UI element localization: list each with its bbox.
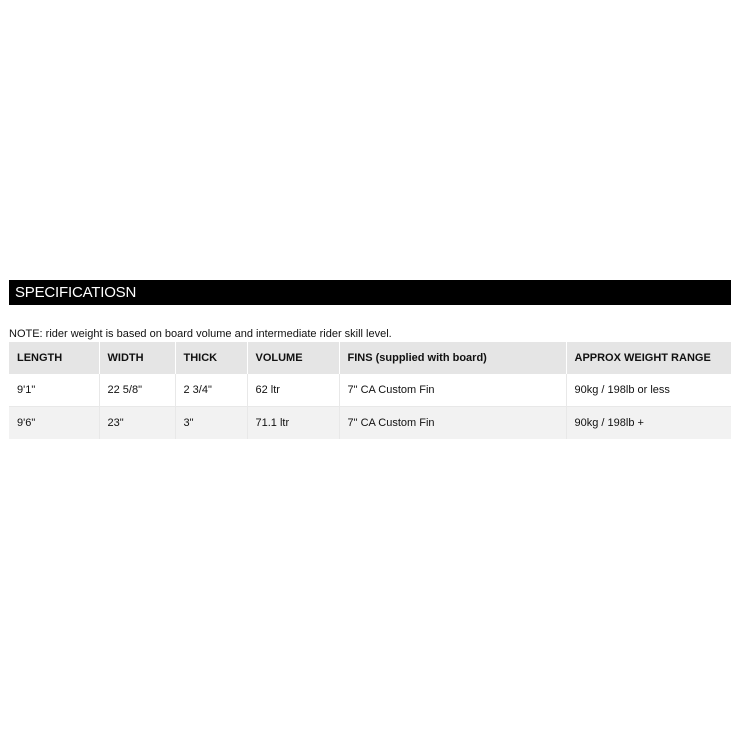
- cell-width: 23": [99, 407, 175, 440]
- cell-fins: 7" CA Custom Fin: [339, 407, 566, 440]
- cell-weight-range: 90kg / 198lb or less: [566, 374, 731, 407]
- cell-thick: 3": [175, 407, 247, 440]
- column-header-weight-range: APPROX WEIGHT RANGE: [566, 342, 731, 374]
- section-header-bar: [9, 280, 731, 305]
- column-header-volume: VOLUME: [247, 342, 339, 374]
- cell-volume: 62 ltr: [247, 374, 339, 407]
- column-header-length: LENGTH: [9, 342, 99, 374]
- section-title: SPECIFICATIOSN: [15, 284, 137, 301]
- table-row: [9, 407, 731, 440]
- table-header-row: [9, 342, 731, 374]
- column-header-thick: THICK: [175, 342, 247, 374]
- cell-volume: 71.1 ltr: [247, 407, 339, 440]
- cell-length: 9'6": [9, 407, 99, 440]
- cell-fins: 7" CA Custom Fin: [339, 374, 566, 407]
- cell-thick: 2 3/4": [175, 374, 247, 407]
- table-row: [9, 374, 731, 407]
- rider-weight-note: NOTE: rider weight is based on board volume and intermediate rider skill level.: [9, 328, 392, 340]
- cell-width: 22 5/8": [99, 374, 175, 407]
- column-header-fins: FINS (supplied with board): [339, 342, 566, 374]
- specifications-table: [9, 342, 731, 439]
- cell-length: 9'1": [9, 374, 99, 407]
- cell-weight-range: 90kg / 198lb +: [566, 407, 731, 440]
- specifications-section: [9, 280, 731, 439]
- column-header-width: WIDTH: [99, 342, 175, 374]
